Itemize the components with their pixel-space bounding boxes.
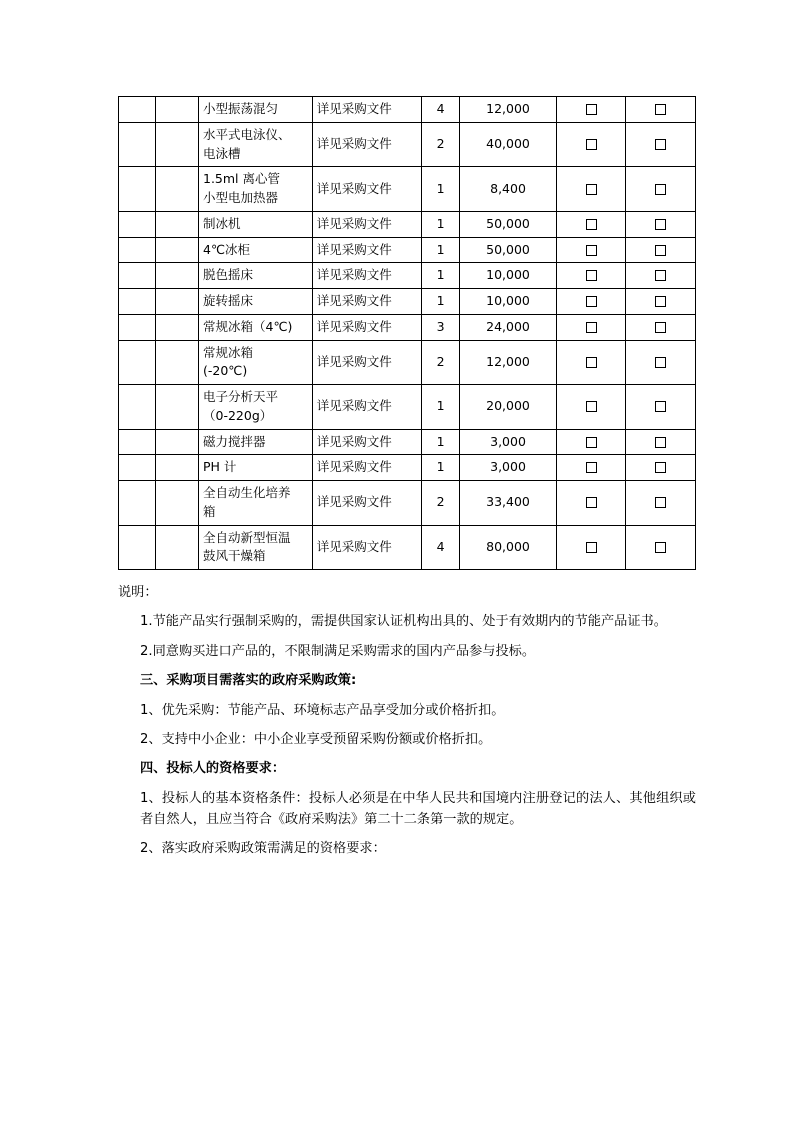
notes-line-2: 2.同意购买进口产品的，不限制满足采购需求的国内产品参与投标。: [140, 643, 536, 659]
row-blank-cell-2: [155, 525, 198, 570]
item-name: 制冰机: [199, 211, 313, 237]
item-name: PH 计: [199, 455, 313, 481]
row-blank-cell-1: [119, 211, 156, 237]
checkbox-icon[interactable]: [586, 497, 597, 508]
item-qty: 1: [422, 455, 460, 481]
import-checkbox-cell[interactable]: [556, 481, 625, 526]
item-name-line1: 电子分析天平: [203, 389, 279, 404]
row-blank-cell-2: [155, 167, 198, 212]
document-content: [118, 96, 696, 868]
import-checkbox-cell[interactable]: [556, 211, 625, 237]
import-checkbox-cell[interactable]: [556, 314, 625, 340]
table-row: [119, 429, 696, 455]
checkbox-icon[interactable]: [655, 184, 666, 195]
notes-title: 说明：: [118, 585, 158, 600]
row-blank-cell-2: [155, 429, 198, 455]
import-checkbox-cell[interactable]: [556, 385, 625, 430]
item-qty: 2: [422, 340, 460, 385]
item-qty: 1: [422, 263, 460, 289]
item-price: 3,000: [460, 455, 557, 481]
item-name: 磁力搅拌器: [199, 429, 313, 455]
checkbox-icon[interactable]: [655, 462, 666, 473]
item-price: 24,000: [460, 314, 557, 340]
checkbox-icon[interactable]: [586, 184, 597, 195]
checkbox-icon[interactable]: [655, 245, 666, 256]
checkbox-icon[interactable]: [586, 219, 597, 230]
item-price: 12,000: [460, 340, 557, 385]
table-row: [119, 211, 696, 237]
table-row: [119, 289, 696, 315]
item-spec: 详见采购文件: [312, 167, 422, 212]
checkbox-icon[interactable]: [586, 357, 597, 368]
item-qty: 2: [422, 481, 460, 526]
checkbox-icon[interactable]: [655, 542, 666, 553]
row-blank-cell-2: [155, 314, 198, 340]
section-4-item-1: 1、投标人的基本资格条件：投标人必须是在中华人民共和国境内注册登记的法人、其他组织或者自然人，且应当符合《政府采购法》第二十二条第一款的规定。: [140, 790, 696, 827]
row-blank-cell-2: [155, 263, 198, 289]
item-qty: 1: [422, 289, 460, 315]
energy-checkbox-cell[interactable]: [626, 525, 696, 570]
table-row: [119, 525, 696, 570]
energy-checkbox-cell[interactable]: [626, 314, 696, 340]
table-row: [119, 263, 696, 289]
row-blank-cell-1: [119, 385, 156, 430]
item-name: [199, 167, 313, 212]
item-qty: 3: [422, 314, 460, 340]
item-price: 33,400: [460, 481, 557, 526]
table-row: [119, 314, 696, 340]
item-spec: 详见采购文件: [312, 314, 422, 340]
item-price: 10,000: [460, 263, 557, 289]
checkbox-icon[interactable]: [655, 357, 666, 368]
checkbox-icon[interactable]: [655, 139, 666, 150]
item-name: 常规冰箱（4℃): [199, 314, 313, 340]
energy-checkbox-cell[interactable]: [626, 385, 696, 430]
item-name-line1: 全自动生化培养: [203, 485, 291, 500]
row-blank-cell-1: [119, 97, 156, 123]
import-checkbox-cell[interactable]: [556, 525, 625, 570]
row-blank-cell-1: [119, 122, 156, 167]
item-spec: 详见采购文件: [312, 481, 422, 526]
checkbox-icon[interactable]: [586, 245, 597, 256]
table-row: [119, 237, 696, 263]
item-name-line1: 全自动新型恒温: [203, 529, 291, 545]
import-checkbox-cell[interactable]: [556, 97, 625, 123]
item-spec: 详见采购文件: [312, 237, 422, 263]
item-price: 10,000: [460, 289, 557, 315]
item-price: 12,000: [460, 97, 557, 123]
energy-checkbox-cell[interactable]: [626, 122, 696, 167]
section-4-item-2: 2、落实政府采购政策需满足的资格要求：: [140, 841, 386, 857]
import-checkbox-cell[interactable]: [556, 289, 625, 315]
checkbox-icon[interactable]: [655, 104, 666, 115]
item-name-line2: 电泳槽: [203, 145, 241, 161]
checkbox-icon[interactable]: [586, 270, 597, 281]
table-row: [119, 455, 696, 481]
item-name-line2: (-20℃): [203, 363, 248, 379]
table-row: [119, 481, 696, 526]
import-checkbox-cell[interactable]: [556, 429, 625, 455]
row-blank-cell-2: [155, 455, 198, 481]
item-price: 50,000: [460, 211, 557, 237]
energy-checkbox-cell[interactable]: [626, 211, 696, 237]
item-spec: 详见采购文件: [312, 97, 422, 123]
energy-checkbox-cell[interactable]: [626, 237, 696, 263]
row-blank-cell-2: [155, 385, 198, 430]
checkbox-icon[interactable]: [655, 401, 666, 412]
row-blank-cell-1: [119, 263, 156, 289]
energy-checkbox-cell[interactable]: [626, 289, 696, 315]
row-blank-cell-2: [155, 237, 198, 263]
notes-section: [118, 582, 696, 860]
item-price: 80,000: [460, 525, 557, 570]
row-blank-cell-1: [119, 314, 156, 340]
row-blank-cell-1: [119, 340, 156, 385]
item-qty: 4: [422, 97, 460, 123]
row-blank-cell-1: [119, 455, 156, 481]
item-price: 20,000: [460, 385, 557, 430]
table-row: [119, 122, 696, 167]
row-blank-cell-1: [119, 525, 156, 570]
section-3-item-2: 2、支持中小企业：中小企业享受预留采购份额或价格折扣。: [140, 731, 492, 747]
item-qty: 1: [422, 429, 460, 455]
energy-checkbox-cell[interactable]: [626, 429, 696, 455]
import-checkbox-cell[interactable]: [556, 263, 625, 289]
checkbox-icon[interactable]: [655, 219, 666, 230]
row-blank-cell-1: [119, 481, 156, 526]
table-row: [119, 167, 696, 212]
checkbox-icon[interactable]: [586, 542, 597, 553]
table-body: [119, 97, 696, 570]
item-price: 40,000: [460, 122, 557, 167]
item-spec: 详见采购文件: [312, 122, 422, 167]
item-price: 3,000: [460, 429, 557, 455]
checkbox-icon[interactable]: [655, 322, 666, 333]
item-price: 8,400: [460, 167, 557, 212]
item-name: 旋转摇床: [199, 289, 313, 315]
row-blank-cell-2: [155, 97, 198, 123]
item-spec: 详见采购文件: [312, 455, 422, 481]
energy-checkbox-cell[interactable]: [626, 263, 696, 289]
checkbox-icon[interactable]: [586, 437, 597, 448]
row-blank-cell-2: [155, 211, 198, 237]
item-qty: 2: [422, 122, 460, 167]
checkbox-icon[interactable]: [655, 497, 666, 508]
item-name: [199, 525, 313, 570]
item-name-line2: 鼓风干燥箱: [203, 548, 266, 564]
checkbox-icon[interactable]: [586, 104, 597, 115]
energy-checkbox-cell[interactable]: [626, 340, 696, 385]
energy-checkbox-cell[interactable]: [626, 481, 696, 526]
item-name-line1: 1.5ml 离心管: [203, 171, 281, 187]
row-blank-cell-1: [119, 237, 156, 263]
import-checkbox-cell[interactable]: [556, 237, 625, 263]
item-name: 4℃冰柜: [199, 237, 313, 263]
checkbox-icon[interactable]: [655, 437, 666, 448]
table-row: [119, 385, 696, 430]
energy-checkbox-cell[interactable]: [626, 455, 696, 481]
procurement-items-table: [118, 96, 696, 570]
item-name: [199, 481, 313, 526]
item-qty: 4: [422, 525, 460, 570]
item-name-line1: 常规冰箱: [203, 344, 254, 360]
item-name-line1: 水平式电泳仪、: [203, 126, 291, 142]
row-blank-cell-2: [155, 289, 198, 315]
item-name-line2: 箱: [203, 503, 216, 519]
checkbox-icon[interactable]: [586, 401, 597, 412]
item-spec: 详见采购文件: [312, 429, 422, 455]
import-checkbox-cell[interactable]: [556, 167, 625, 212]
row-blank-cell-2: [155, 122, 198, 167]
table-row: [119, 340, 696, 385]
checkbox-icon[interactable]: [586, 296, 597, 307]
item-name-line2: 小型电加热器: [203, 190, 279, 205]
row-blank-cell-1: [119, 429, 156, 455]
item-name: [199, 340, 313, 385]
item-qty: 1: [422, 211, 460, 237]
checkbox-icon[interactable]: [586, 462, 597, 473]
import-checkbox-cell[interactable]: [556, 340, 625, 385]
import-checkbox-cell[interactable]: [556, 455, 625, 481]
checkbox-icon[interactable]: [655, 296, 666, 307]
item-name-line2: （0-220g）: [203, 407, 273, 423]
table-row: [119, 97, 696, 123]
checkbox-icon[interactable]: [586, 139, 597, 150]
item-spec: 详见采购文件: [312, 340, 422, 385]
section-4-heading: 四、投标人的资格要求：: [140, 761, 286, 777]
item-name: 脱色摇床: [199, 263, 313, 289]
item-qty: 1: [422, 385, 460, 430]
row-blank-cell-1: [119, 289, 156, 315]
row-blank-cell-2: [155, 340, 198, 385]
item-name: [199, 385, 313, 430]
item-spec: 详见采购文件: [312, 211, 422, 237]
item-spec: 详见采购文件: [312, 385, 422, 430]
item-spec: 详见采购文件: [312, 263, 422, 289]
item-spec: 详见采购文件: [312, 525, 422, 570]
checkbox-icon[interactable]: [586, 322, 597, 333]
import-checkbox-cell[interactable]: [556, 122, 625, 167]
row-blank-cell-2: [155, 481, 198, 526]
energy-checkbox-cell[interactable]: [626, 167, 696, 212]
item-spec: 详见采购文件: [312, 289, 422, 315]
energy-checkbox-cell[interactable]: [626, 97, 696, 123]
item-qty: 1: [422, 167, 460, 212]
checkbox-icon[interactable]: [655, 270, 666, 281]
item-name: [199, 122, 313, 167]
row-blank-cell-1: [119, 167, 156, 212]
item-name: 小型振荡混匀: [199, 97, 313, 123]
item-qty: 1: [422, 237, 460, 263]
section-3-heading: 三、采购项目需落实的政府采购政策:: [140, 673, 357, 689]
notes-line-1: 1.节能产品实行强制采购的，需提供国家认证机构出具的、处于有效期内的节能产品证书。: [140, 614, 667, 630]
section-3-item-1: 1、优先采购：节能产品、环境标志产品享受加分或价格折扣。: [140, 702, 505, 718]
item-price: 50,000: [460, 237, 557, 263]
